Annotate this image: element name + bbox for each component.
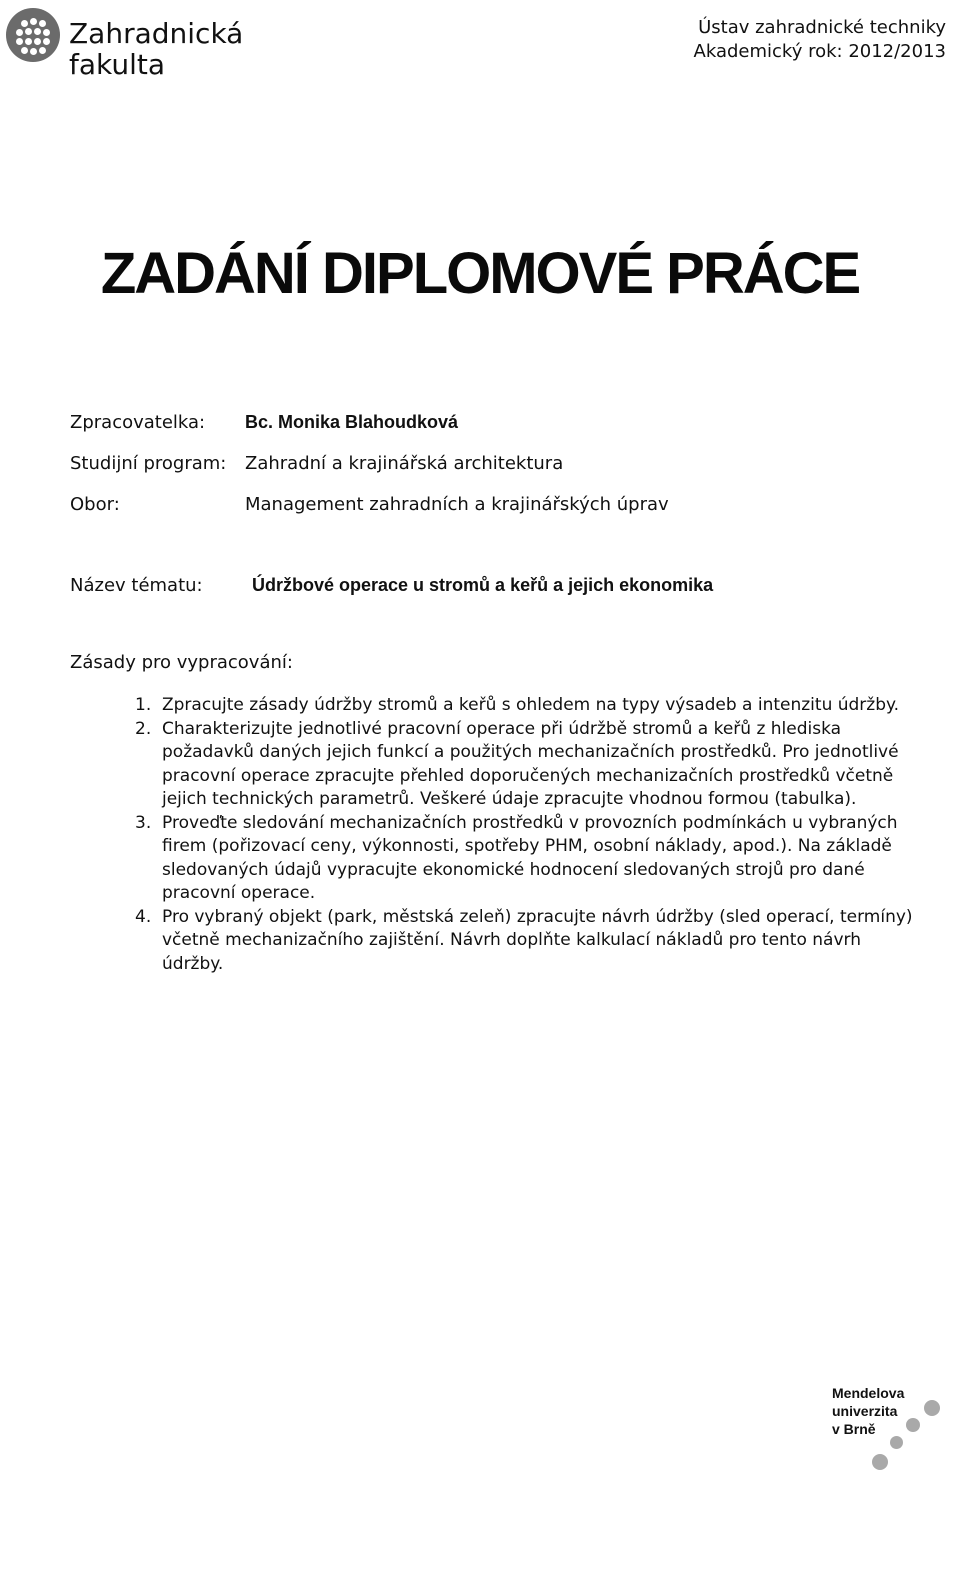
rules-heading: Zásady pro vypracování: — [70, 652, 293, 673]
rule-text: Zpracujte zásady údržby stromů a keřů s ohledem na typy výsadeb a intenzitu údržby. — [162, 695, 900, 715]
program-label: Studijní program: — [70, 453, 227, 474]
department-name: Ústav zahradnické techniky — [698, 17, 946, 38]
rule-item — [135, 718, 920, 812]
rule-text: Proveďte sledování mechanizačních prostředků v provozních podmínkách u vybraných firem (pořizovací ceny, výkonnosti, spotřeby PHM, osobní náklady, apod.). Na základě sledovaných údajů vypracujte ekonomické hodnocení sledovaných strojů pro dané pracovní operace. — [162, 812, 898, 903]
rules-list — [135, 694, 920, 976]
topic-value: Údržbové operace u stromů a keřů a jejich ekonomika — [252, 575, 714, 595]
author-value: Bc. Monika Blahoudková — [245, 412, 459, 432]
rule-number: 3. — [135, 812, 152, 833]
faculty-logo — [6, 8, 243, 80]
document-title: ZADÁNÍ DIPLOMOVÉ PRÁCE — [100, 241, 860, 306]
field-label: Obor: — [70, 494, 120, 515]
rule-text: Pro vybraný objekt (park, městská zeleň) zpracujte návrh údržby (sled operací, termíny) včetně mechanizačního zajištění. Návrh doplňte kalkulací nákladů pro tento návrh údržby. — [162, 906, 913, 974]
author-label: Zpracovatelka: — [70, 412, 206, 433]
university-logo-line3: v Brně — [832, 1421, 876, 1437]
faculty-logo-line1: Zahradnická — [69, 17, 244, 50]
field-value: Management zahradních a krajinářských úprav — [245, 494, 669, 515]
rule-item — [135, 812, 920, 906]
university-logo-line2: univerzita — [832, 1403, 898, 1419]
department-header — [694, 16, 946, 64]
academic-year: Akademický rok: 2012/2013 — [693, 41, 946, 62]
rule-text: Charakterizujte jednotlivé pracovní operace při údržbě stromů a keřů z hlediska požadavků daných jejich funkcí a použitých mechanizačních prostředků. Pro jednotlivé pracovní operace zpracujte přehled doporučených mechanizačních prostředků včetně jejich technických parametrů. Veškeré údaje zpracujte vhodnou formou (tabulka). — [162, 718, 899, 809]
topic-label: Název tématu: — [70, 575, 203, 596]
rule-item — [135, 694, 920, 718]
rule-item — [135, 906, 920, 977]
program-value: Zahradní a krajinářská architektura — [245, 453, 564, 474]
faculty-logo-icon — [6, 8, 60, 62]
university-logo — [832, 1384, 942, 1474]
university-logo-line1: Mendelova — [832, 1385, 905, 1401]
rule-number: 1. — [135, 695, 152, 715]
rule-number: 4. — [135, 906, 152, 927]
rule-number: 2. — [135, 718, 152, 739]
faculty-logo-line2: fakulta — [69, 48, 166, 81]
